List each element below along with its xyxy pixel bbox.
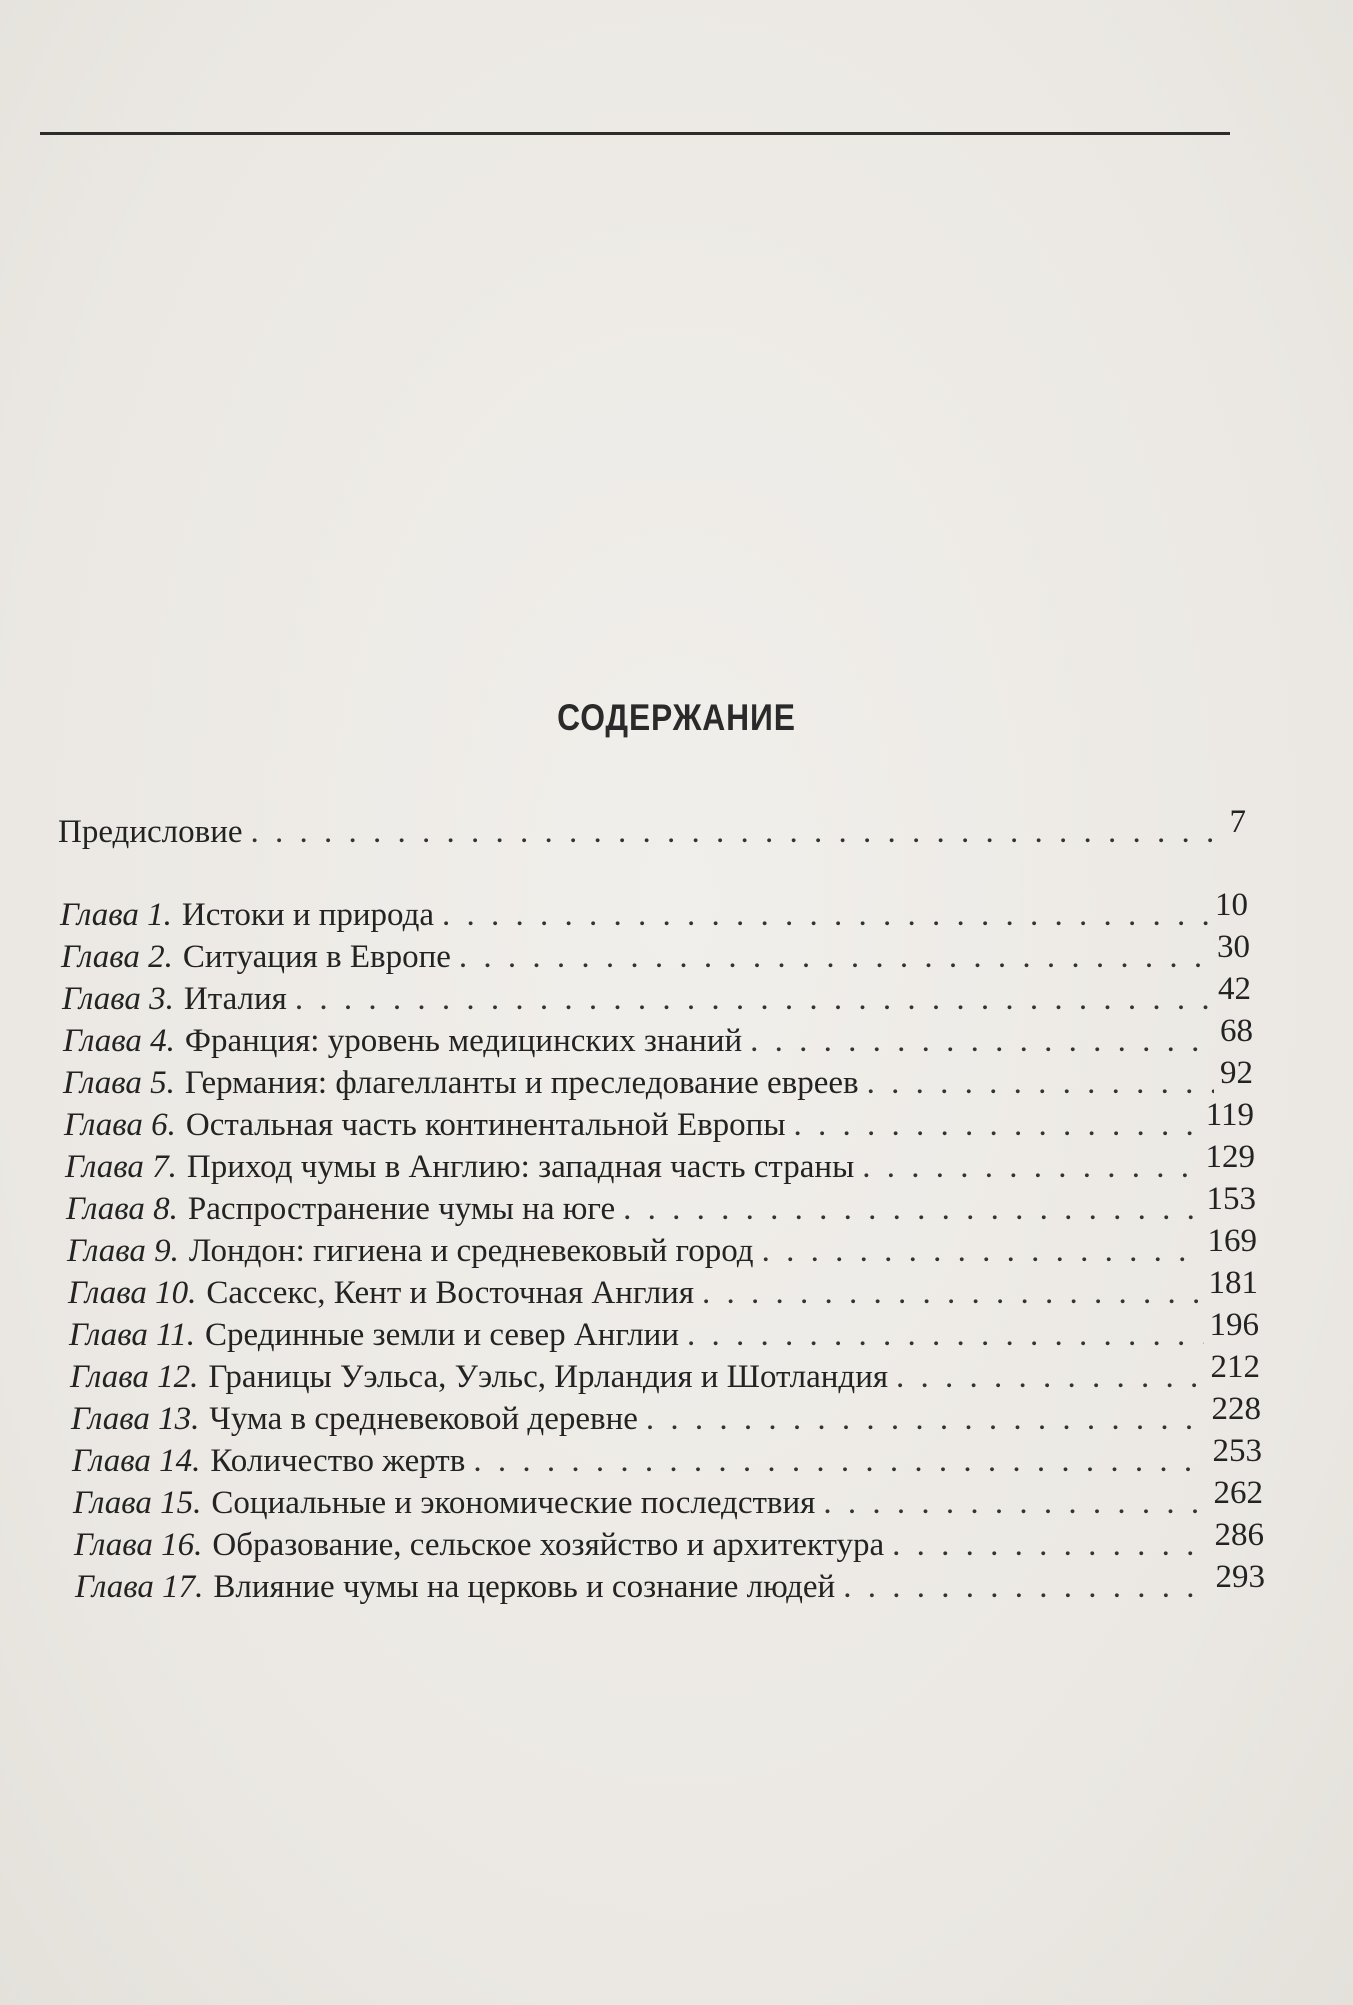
dot-leader — [867, 1062, 1214, 1104]
toc-entry-title: Образование, сельское хозяйство и архитектура — [212, 1527, 885, 1563]
toc-entry-title: Приход чумы в Англию: западная часть страны — [186, 1149, 855, 1185]
toc-entry-page: 119 — [1205, 1097, 1254, 1133]
toc-entry-page: 212 — [1210, 1349, 1260, 1385]
toc-entry-chapter-3 — [62, 971, 1251, 1020]
toc-entry-chapter-5 — [63, 1055, 1253, 1104]
dot-leader — [794, 1104, 1200, 1146]
toc-entry-page: 68 — [1220, 1013, 1253, 1049]
toc-entry-chapter-2 — [61, 929, 1250, 978]
toc-entry-chapter-8 — [66, 1181, 1256, 1230]
toc-entry-title: Чума в средневековой деревне — [209, 1401, 638, 1437]
toc-entry-chapter-16 — [74, 1517, 1264, 1566]
toc-entry-title: Социальные и экономические последствия — [211, 1485, 816, 1521]
dot-leader — [473, 1440, 1206, 1482]
toc-entry-page: 169 — [1207, 1223, 1257, 1259]
dot-leader — [702, 1272, 1202, 1314]
chapter-prefix: Глава 14. — [72, 1443, 201, 1479]
dot-leader — [442, 894, 1209, 936]
toc-entry-title: Границы Уэльса, Уэльс, Ирландия и Шотландия — [208, 1359, 889, 1395]
toc-entry-page: 129 — [1205, 1139, 1255, 1175]
chapter-prefix: Глава 2. — [61, 939, 173, 975]
chapter-prefix: Глава 13. — [71, 1401, 200, 1437]
toc-entry-page: 293 — [1215, 1559, 1265, 1595]
dot-leader — [862, 1146, 1199, 1188]
toc-entry-page: 42 — [1218, 971, 1251, 1007]
toc-entry-page: 196 — [1209, 1307, 1259, 1343]
toc-entry-chapter-11 — [69, 1307, 1259, 1356]
toc-entry-page: 10 — [1215, 887, 1248, 923]
toc-entry-title: Сассекс, Кент и Восточная Англия — [206, 1275, 695, 1311]
toc-entry-page: 7 — [1229, 804, 1246, 840]
toc-entry-page: 92 — [1220, 1055, 1253, 1091]
toc-entry-page: 153 — [1206, 1181, 1256, 1217]
toc-entry-title: Количество жертв — [210, 1443, 466, 1479]
toc-entry-title: Франция: уровень медицинских знаний — [184, 1023, 743, 1059]
toc-entry-chapter-12 — [70, 1349, 1260, 1398]
chapter-prefix: Глава 3. — [62, 981, 174, 1017]
toc-entry-page: 262 — [1213, 1475, 1263, 1511]
toc-entry-chapter-15 — [73, 1475, 1263, 1524]
toc-entry-title: Ситуация в Европе — [182, 939, 451, 975]
toc-entry-page: 228 — [1211, 1391, 1261, 1427]
toc-entry-title: Влияние чумы на церковь и сознание людей — [213, 1569, 836, 1605]
toc-entry-title: Предисловие — [58, 814, 243, 850]
toc-entry-page: 286 — [1214, 1517, 1264, 1553]
toc-entry-chapter-17 — [75, 1559, 1265, 1608]
dot-leader — [251, 811, 1224, 853]
toc-entry-title: Срединные земли и север Англии — [204, 1317, 680, 1353]
toc-entry-chapter-14 — [72, 1433, 1262, 1482]
toc-entry-chapter-13 — [71, 1391, 1261, 1440]
dot-leader — [896, 1356, 1204, 1398]
toc-entry-chapter-4 — [63, 1013, 1253, 1062]
dot-leader — [295, 978, 1212, 1020]
toc-entry-title: Италия — [183, 981, 287, 1017]
dot-leader — [687, 1314, 1203, 1356]
dot-leader — [823, 1482, 1207, 1524]
chapter-prefix: Глава 17. — [75, 1569, 204, 1605]
chapter-prefix: Глава 7. — [65, 1149, 177, 1185]
dot-leader — [843, 1566, 1209, 1608]
chapter-prefix: Глава 5. — [63, 1065, 175, 1101]
dot-leader — [762, 1230, 1202, 1272]
dot-leader — [646, 1398, 1206, 1440]
toc-entry-page: 181 — [1208, 1265, 1258, 1301]
toc-entry-title: Распространение чумы на юге — [187, 1191, 616, 1227]
toc-entry-page: 253 — [1212, 1433, 1262, 1469]
chapter-prefix: Глава 11. — [69, 1317, 195, 1353]
toc-entry-chapter-9 — [67, 1223, 1257, 1272]
toc-entry-chapter-7 — [65, 1139, 1255, 1188]
contents-heading: СОДЕРЖАНИЕ — [557, 697, 796, 738]
dot-leader — [750, 1020, 1214, 1062]
toc-entry-page: 30 — [1217, 929, 1250, 965]
chapter-prefix: Глава 12. — [70, 1359, 199, 1395]
toc-entry-preface — [58, 804, 1246, 853]
toc-entry-title: Германия: флагелланты и преследование евреев — [184, 1065, 859, 1101]
toc-entry-chapter-1 — [60, 887, 1248, 936]
toc-entry-title: Истоки и природа — [181, 897, 435, 933]
chapter-prefix: Глава 10. — [68, 1275, 197, 1311]
toc-entry-title: Лондон: гигиена и средневековый город — [188, 1233, 754, 1269]
chapter-prefix: Глава 4. — [63, 1023, 175, 1059]
dot-leader — [892, 1524, 1208, 1566]
chapter-prefix: Глава 6. — [64, 1107, 176, 1143]
chapter-prefix: Глава 15. — [73, 1485, 202, 1521]
toc-entry-chapter-10 — [68, 1265, 1258, 1314]
chapter-prefix: Глава 9. — [67, 1233, 179, 1269]
dot-leader — [623, 1188, 1200, 1230]
toc-entry-chapter-6 — [64, 1097, 1254, 1146]
chapter-prefix: Глава 8. — [66, 1191, 178, 1227]
dot-leader — [459, 936, 1211, 978]
chapter-prefix: Глава 16. — [74, 1527, 203, 1563]
toc-entry-title: Остальная часть континентальной Европы — [185, 1107, 786, 1143]
chapter-prefix: Глава 1. — [60, 897, 172, 933]
